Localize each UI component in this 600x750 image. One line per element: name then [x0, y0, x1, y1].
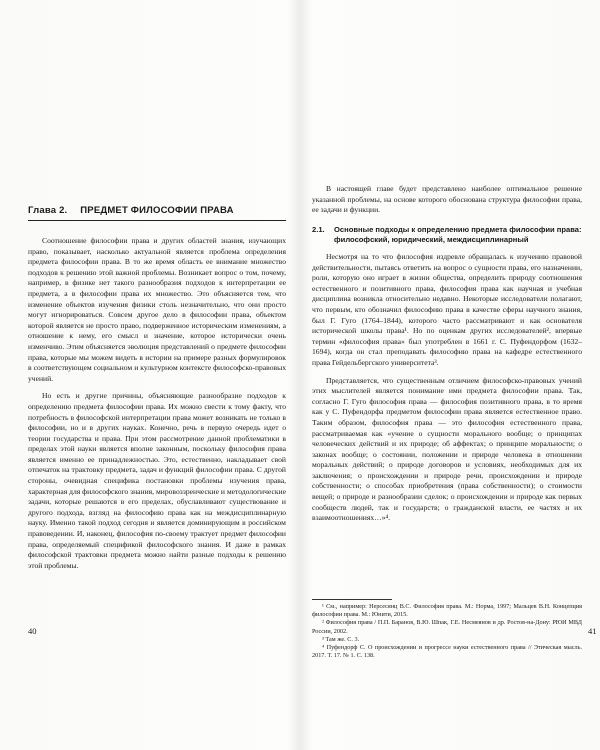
footnote: ² Философия права / П.П. Баранов, В.Ю. Шпак, Г.Е. Несмеянов и др. Ростов-на-Дону: РЮИ МВД России, 2002.: [312, 619, 582, 635]
left-page: [0, 0, 298, 750]
section-title: Основные подходы к определению предмета философии права: философский, юридический, междисциплинарный: [334, 225, 582, 244]
right-page: [302, 0, 600, 750]
paragraph: Представляется, что существенным отличием философско-правовых учений этих мыслителей является понимание ими предмета философии права. Так, согласно Г. Гуго философия права — философия позитивного права, в то время как у С. Пуфендорфа предметом философии права является естественное право. Таким образом, философия права — это философия естественного права, рассматриваемая как «учение о сущности морального вообще; о принципах человеческих действий и их природе; об аффектах; о принципе моральности; о законах вообще; о состоянии, положении и природе человека в отношении моральных действий; о природе договоров и условиях, необходимых для их заключения; о происхождении и природе речи, происхождении и природе собственности; о способах приобретения (права собственности); о стоимости вещей; о природе и разнообразии сделок; о происхождении и природе как первых сообществ людей, так и государств; о гражданской власти, ее частях и их взаимоотношениях…»⁴.: [312, 375, 582, 523]
right-body-text: [312, 252, 582, 524]
chapter-title: ПРЕДМЕТ ФИЛОСОФИИ ПРАВА: [80, 205, 234, 216]
footnote-divider: [312, 599, 392, 600]
paragraph: Соотношение философии права и других областей знания, изучающих право, показывает, насколько актуальной является проблема определения предмета философии права. В то же время область ее внимание множество подходов к решению этой важной проблемы. Возникает вопрос о том, почему, например, в физике нет такого разнообразия подходов к интерпретации ее предмета, а в философии права их множество. Это объясняется тем, что изменение объектов изучения физики столь незначительно, что они просто могут игнорироваться. Совсем другое дело в философии права, объектом которой является не просто право, подверженное историческим изменениям, а отношение к нему, его смысл и значение, которое исторически очень изменчиво. Этим объясняется эволюция представлений о предмете философии права, которые мы можем видеть в истории на примере разных формулировок в соответствующем социальном и культурном контексте философско-правовых учений.: [28, 236, 286, 383]
page-number-left: 40: [28, 626, 37, 636]
paragraph: Но есть и другие причины, объясняющие разнообразие подходов к определению предмета философии права. Их можно свести к тому факту, что потребность в философской интерпретации права может возникать не только в философии, но и в других науках. Конечно, речь в первую очередь идет о теории государства и права. При этом рассмотрение данной проблематики в пределах этой науки является вполне законным, поскольку философия права является именно ее принадлежностью. Это, естественно, накладывает свой отпечаток на трактовку предмета, задач и функций философии права. С другой стороны, очевидная специфика постановки проблемы изучения права, характерная для философского знания, мировоззренческие и методологические задачи, которые решаются в его пределах, обуславливают существование и другого подхода, взгляд на философию права как на междисциплинарную науку. Именно такой подход сегодня и является доминирующим в российском правоведении. И, наконец, философия по-своему трактует предмет философии права, определяемый спецификой философского знания. И даже в рамках философской трактовки предмета можно найти разные подходы к решению этой проблемы.: [28, 391, 286, 570]
footnotes: [312, 603, 582, 660]
footnote: ³ Там же. С. 3.: [322, 635, 360, 643]
paragraph: В настоящей главе будет представлено наиболее оптимальное решение указанной проблемы, на основе которого обоснована структура философии права, ее задачи и функции.: [312, 184, 582, 215]
section-heading: [312, 225, 582, 245]
chapter-number: Глава 2.: [28, 205, 68, 216]
footnote: ⁴ Пуфендорф С. О происхождении и прогрессе науки естественного права // Этическая мысль. 2017. Т. 17. № 1. С. 138.: [312, 644, 582, 660]
paragraph: Несмотря на то что философия издревле обращалась к изучению правовой действительности, пытаясь ответить на вопрос о сущности права, его назначении, роли, которую оно играет в жизни общества, определить природу соотношения естественного и позитивного права, философия права как научная и учебная дисциплина возникла относительно недавно. Некоторые исследователи полагают, что первым, кто обозначил философию права в качестве сферы научного знания, был Г. Гуго (1764–1844), которого часто рассматривают и как основателя исторической школы права¹. Но по оценкам других исследователей², впервые термин «философия права» был употреблен в 1661 г. С. Пуфендорфом (1632–1694), когда он стал преподавать философию права на кафедре естественного права Гейдельбергского университета³.: [312, 252, 582, 367]
footnote: ¹ См., например: Нерсесянц В.С. Философия права. М.: Норма, 1997; Мальцев В.Н. Концепция философии права. М.: Юнити, 2015.: [312, 603, 582, 619]
left-body-text: [28, 236, 286, 571]
chapter-heading: [28, 205, 286, 221]
page-number-right: 41: [588, 626, 597, 636]
intro-text: [312, 184, 582, 216]
section-number: 2.1.: [312, 225, 325, 234]
